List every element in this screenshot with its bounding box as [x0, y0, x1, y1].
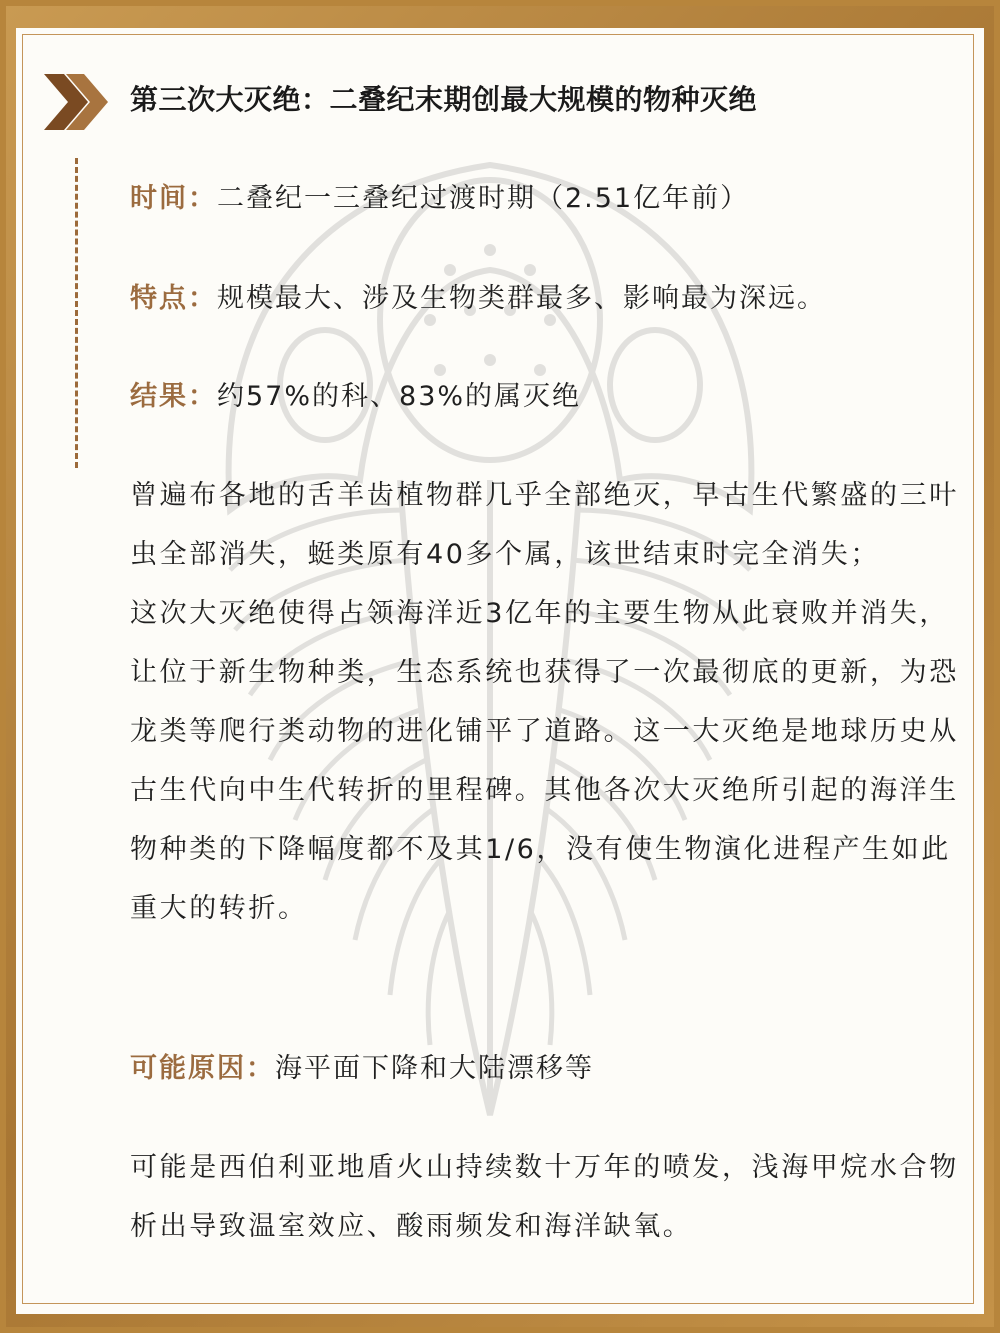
feature-label: 特点： — [130, 283, 217, 314]
cause-field — [130, 1046, 594, 1085]
page-title: 第三次大灭绝：二叠纪末期创最大规模的物种灭绝 — [130, 83, 758, 116]
feature-value: 规模最大、涉及生物类群最多、影响最为深远。 — [217, 283, 826, 314]
body-text — [130, 466, 960, 938]
time-label: 时间： — [130, 183, 217, 214]
result-label: 结果： — [130, 381, 217, 412]
body-paragraph: 这次大灭绝使得占领海洋近3亿年的主要生物从此衰败并消失，让位于新生物种类，生态系统也获得了一次最彻底的更新，为恐龙类等爬行类动物的进化铺平了道路。这一大灭绝是地球历史从古生代向中生代转折的里程碑。其他各次大灭绝所引起的海洋生物种类的下降幅度都不及其1/6，没有使生物演化进程产生如此重大的转折。 — [130, 598, 959, 924]
cause-detail-text — [130, 1138, 960, 1256]
result-value: 约57%的科、83%的属灭绝 — [217, 381, 582, 412]
body-paragraph: 曾遍布各地的舌羊齿植物群几乎全部绝灭，早古生代繁盛的三叶虫全部消失，蜓类原有40多个属，该世结束时完全消失； — [130, 480, 959, 570]
cause-label: 可能原因： — [130, 1053, 275, 1084]
feature-field — [130, 276, 826, 315]
double-chevron-icon — [44, 72, 112, 132]
time-field — [130, 176, 749, 215]
dashed-divider — [75, 158, 78, 468]
cause-value: 海平面下降和大陆漂移等 — [275, 1053, 594, 1084]
result-field — [130, 374, 581, 413]
time-value: 二叠纪一三叠纪过渡时期（2.51亿年前） — [217, 183, 750, 214]
cause-detail-paragraph: 可能是西伯利亚地盾火山持续数十万年的喷发，浅海甲烷水合物析出导致温室效应、酸雨频发和海洋缺氧。 — [130, 1152, 959, 1242]
